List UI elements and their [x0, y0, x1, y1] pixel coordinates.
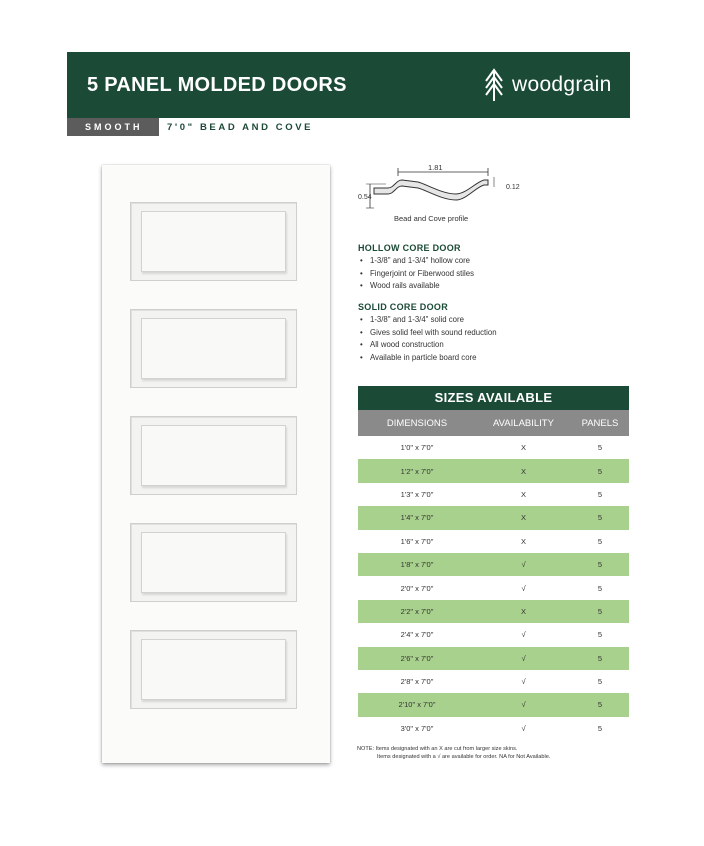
hollow-core-list — [360, 255, 474, 293]
cell-panels: 5 — [597, 653, 603, 663]
table-header — [358, 410, 629, 436]
solid-core-list — [360, 314, 497, 364]
footnote-line: Items designated with a √ are available for order. NA for Not Available. — [377, 753, 551, 760]
cell-dimension: 1'6" x 7'0" — [400, 536, 434, 546]
column-header-dimensions: DIMENSIONS — [386, 417, 448, 429]
list-item: • All wood construction — [360, 339, 497, 352]
table-row — [358, 600, 629, 623]
cell-dimension: 2'10" x 7'0" — [398, 700, 436, 710]
list-item: • 1-3/8" and 1-3/4" solid core — [360, 314, 497, 327]
table-row — [358, 483, 629, 506]
cell-availability: X — [520, 536, 526, 546]
cell-panels: 5 — [597, 583, 603, 593]
cell-availability: √ — [521, 583, 526, 593]
footnote — [357, 746, 550, 761]
cell-availability: √ — [521, 630, 526, 640]
profile-height-label: 0.54 — [358, 194, 372, 201]
cell-availability: X — [520, 606, 526, 616]
logo-text: woodgrain — [512, 73, 612, 96]
table-row — [358, 436, 629, 459]
cell-availability: √ — [521, 677, 526, 687]
cell-panels: 5 — [597, 606, 603, 616]
table-row — [358, 670, 629, 693]
cell-dimension: 2'0" x 7'0" — [400, 583, 434, 593]
column-header-panels: PANELS — [581, 417, 619, 429]
profile-width-label: 1.81 — [428, 163, 443, 172]
table-row — [358, 576, 629, 599]
door-illustration — [102, 165, 330, 763]
cell-availability: X — [520, 513, 526, 523]
table-row — [358, 459, 629, 482]
profile-caption: Bead and Cove profile — [394, 214, 469, 223]
woodgrain-logo — [482, 66, 612, 104]
cell-dimension: 1'2" x 7'0" — [400, 466, 434, 476]
door-panel — [130, 202, 297, 281]
list-item: • 1-3/8" and 1-3/4" hollow core — [360, 255, 474, 268]
column-header-availability: AVAILABILITY — [493, 417, 554, 429]
cell-dimension: 1'0" x 7'0" — [400, 443, 434, 453]
table-row — [358, 647, 629, 670]
sizes-table — [358, 386, 629, 740]
table-row — [358, 553, 629, 576]
cell-availability: √ — [521, 560, 526, 570]
door-panel — [130, 309, 297, 388]
cell-availability: √ — [521, 723, 526, 733]
sizes-title: SIZES AVAILABLE — [358, 386, 629, 410]
cell-dimension: 2'2" x 7'0" — [400, 606, 434, 616]
cell-dimension: 1'3" x 7'0" — [400, 489, 434, 499]
solid-core-title: SOLID CORE DOOR — [358, 302, 449, 312]
cell-panels: 5 — [597, 700, 603, 710]
list-item: • Gives solid feel with sound reduction — [360, 327, 497, 340]
door-panel — [130, 630, 297, 709]
cell-availability: √ — [521, 653, 526, 663]
spec-bar — [67, 118, 313, 136]
cell-panels: 5 — [597, 536, 603, 546]
cell-dimension: 3'0" x 7'0" — [400, 723, 434, 733]
cell-dimension: 2'6" x 7'0" — [400, 653, 434, 663]
cell-dimension: 2'4" x 7'0" — [400, 630, 434, 640]
cell-panels: 5 — [597, 443, 603, 453]
table-row — [358, 506, 629, 529]
list-item: • Available in particle board core — [360, 352, 497, 365]
header-banner — [67, 52, 630, 118]
hollow-core-title: HOLLOW CORE DOOR — [358, 243, 461, 253]
door-panel — [130, 416, 297, 495]
cell-dimension: 1'4" x 7'0" — [400, 513, 434, 523]
spec-label: 7'0" BEAD AND COVE — [167, 121, 314, 133]
finish-label: SMOOTH — [67, 118, 159, 136]
cell-panels: 5 — [597, 723, 603, 733]
cell-availability: √ — [521, 700, 526, 710]
door-panel — [130, 523, 297, 602]
footnote-line: NOTE: Items designated with an X are cut from larger size skins. — [357, 746, 518, 752]
page-title: 5 PANEL MOLDED DOORS — [87, 74, 347, 96]
cell-dimension: 2'8" x 7'0" — [400, 677, 434, 687]
cell-panels: 5 — [597, 513, 603, 523]
cell-panels: 5 — [597, 560, 603, 570]
cell-panels: 5 — [597, 630, 603, 640]
cell-availability: X — [520, 466, 526, 476]
cell-availability: X — [520, 443, 526, 453]
table-row — [358, 693, 629, 716]
table-row — [358, 717, 629, 740]
cell-dimension: 1'8" x 7'0" — [400, 560, 434, 570]
profile-depth-label: 0.12 — [506, 184, 520, 191]
tree-logo-icon — [482, 67, 506, 103]
cell-panels: 5 — [597, 489, 603, 499]
cell-availability: X — [520, 489, 526, 499]
list-item: • Wood rails available — [360, 280, 474, 293]
cell-panels: 5 — [597, 677, 603, 687]
cell-panels: 5 — [597, 466, 603, 476]
table-row — [358, 530, 629, 553]
list-item: • Fingerjoint or Fiberwood stiles — [360, 268, 474, 281]
table-row — [358, 623, 629, 646]
